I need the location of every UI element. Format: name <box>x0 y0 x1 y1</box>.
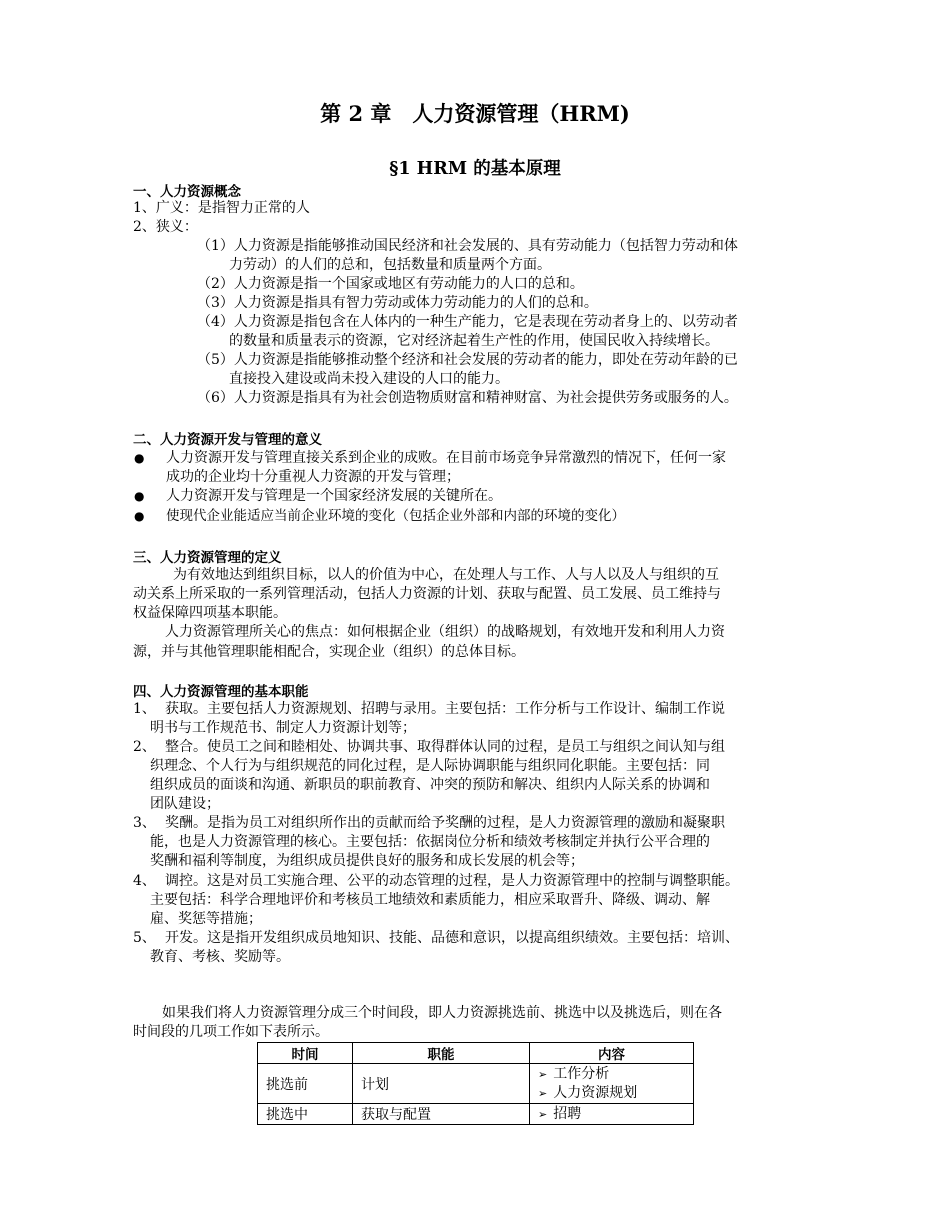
heading-functions: 四、人力资源管理的基本职能 <box>133 684 309 700</box>
significance-bullet-2: 人力资源开发与管理是一个国家经济发展的关键所在。 <box>166 488 502 504</box>
phase-table <box>257 1042 694 1125</box>
function-2-line-4: 团队建设； <box>150 796 220 812</box>
heading-definition: 三、人力资源管理的定义 <box>133 550 282 566</box>
narrow-item-5-line-2: 直接投入建设或尚未投入建设的人口的能力。 <box>229 371 509 387</box>
function-4-num: 4、 <box>133 873 156 889</box>
table-header-row <box>258 1043 694 1064</box>
significance-bullet-1-line-1: 人力资源开发与管理直接关系到企业的成败。在目前市场竞争异常激烈的情况下，任何一家 <box>166 450 726 466</box>
definition-p1-line-2: 动关系上所采取的一系列管理活动，包括人力资源的计划、获取与配置、员工发展、员工维持与 <box>133 586 721 602</box>
function-3-num: 3、 <box>133 815 156 831</box>
cell-time: 挑选前 <box>258 1064 353 1104</box>
content-text: 工作分析 <box>553 1065 610 1082</box>
narrow-item-4-line-1: （4）人力资源是指包含在人体内的一种生产能力，它是表现在劳动者身上的、以劳动者 <box>197 314 738 330</box>
function-1-line-1: 获取。主要包括人力资源规划、招聘与录用。主要包括：工作分析与工作设计、编制工作说 <box>165 701 725 717</box>
function-2-line-2: 织理念、个人行为与组织规范的同化过程，是人际协调职能与组织同化职能。主要包括：同 <box>150 758 710 774</box>
definition-p2-line-2: 源，并与其他管理职能相配合，实现企业（组织）的总体目标。 <box>133 644 525 660</box>
narrow-item-5-line-1: （5）人力资源是指能够推动整个经济和社会发展的劳动者的能力，即处在劳动年龄的已 <box>197 352 738 368</box>
narrow-item-4-line-2: 的数量和质量表示的资源，它对经济起着生产性的作用，使国民收入持续增长。 <box>229 333 719 349</box>
function-5-line-2: 教育、考核、奖励等。 <box>150 949 290 965</box>
cell-function: 获取与配置 <box>353 1104 530 1125</box>
header-function: 职能 <box>353 1043 530 1064</box>
heading-significance: 二、人力资源开发与管理的意义 <box>133 432 322 448</box>
narrow-item-1-line-2: 力劳动）的人们的总和，包括数量和质量两个方面。 <box>229 257 551 273</box>
chapter-title: 第 2 章 人力资源管理（HRM) <box>320 101 630 126</box>
significance-bullet-3: 使现代企业能适应当前企业环境的变化（包括企业外部和内部的环境的变化） <box>166 508 625 524</box>
bullet-icon: ● <box>134 451 145 465</box>
bullet-icon: ● <box>134 509 145 523</box>
content-item <box>538 1084 685 1103</box>
cell-time: 挑选中 <box>258 1104 353 1125</box>
function-2-num: 2、 <box>133 739 156 755</box>
definition-p1-line-1: 为有效地达到组织目标，以人的价值为中心，在处理人与工作、人与人以及人与组织的互 <box>173 567 719 583</box>
function-5-num: 5、 <box>133 930 156 946</box>
arrow-bullet-icon: ➢ <box>538 1067 548 1081</box>
content-text: 招聘 <box>553 1105 582 1122</box>
narrow-item-6: （6）人力资源是指具有为社会创造物质财富和精神财富、为社会提供劳务或服务的人。 <box>197 390 738 406</box>
definition-p2-line-1: 人力资源管理所关心的焦点：如何根据企业（组织）的战略规划，有效地开发和利用人力资 <box>165 624 725 640</box>
function-2-line-1: 整合。使员工之间和睦相处、协调共事、取得群体认同的过程，是员工与组织之间认知与组 <box>165 739 725 755</box>
cell-content <box>530 1104 694 1125</box>
function-2-line-3: 组织成员的面谈和沟通、新职员的职前教育、冲突的预防和解决、组织内人际关系的协调和 <box>150 777 710 793</box>
cell-content <box>530 1064 694 1104</box>
intro-line-2: 时间段的几项工作如下表所示。 <box>133 1024 329 1040</box>
narrow-item-1-line-1: （1）人力资源是指能够推动国民经济和社会发展的、具有劳动能力（包括智力劳动和体 <box>197 238 738 254</box>
definition-p1-line-3: 权益保障四项基本职能。 <box>133 605 287 621</box>
function-3-line-2: 能，也是人力资源管理的核心。主要包括：依据岗位分析和绩效考核制定并执行公平合理的 <box>150 834 710 850</box>
function-1-line-2: 明书与工作规范书、制定人力资源计划等； <box>150 720 416 736</box>
narrow-item-2: （2）人力资源是指一个国家或地区有劳动能力的人口的总和。 <box>197 276 584 292</box>
narrow-item-3: （3）人力资源是指具有智力劳动或体力劳动能力的人们的总和。 <box>197 295 598 311</box>
content-text: 人力资源规划 <box>553 1084 638 1101</box>
intro-line-1: 如果我们将人力资源管理分成三个时间段，即人力资源挑选前、挑选中以及挑选后，则在各 <box>162 1005 722 1021</box>
function-4-line-3: 雇、奖惩等措施； <box>150 911 262 927</box>
cell-function: 计划 <box>353 1064 530 1104</box>
broad-definition: 1、广义：是指智力正常的人 <box>133 200 310 216</box>
function-1-num: 1、 <box>133 701 156 717</box>
function-5-line-1: 开发。这是指开发组织成员地知识、技能、品德和意识，以提高组织绩效。主要包括：培训、 <box>165 930 739 946</box>
function-3-line-1: 奖酬。是指为员工对组织所作出的贡献而给予奖酬的过程，是人力资源管理的激励和凝聚职 <box>165 815 725 831</box>
bullet-icon: ● <box>134 489 145 503</box>
function-4-line-1: 调控。这是对员工实施合理、公平的动态管理的过程，是人力资源管理中的控制与调整职能。 <box>165 873 739 889</box>
function-4-line-2: 主要包括：科学合理地评价和考核员工地绩效和素质能力，相应采取晋升、降级、调动、解 <box>150 892 710 908</box>
narrow-definition: 2、狭义： <box>133 219 198 235</box>
header-time: 时间 <box>258 1043 353 1064</box>
header-content: 内容 <box>530 1043 694 1064</box>
table-row <box>258 1104 694 1125</box>
section-title: §1 HRM 的基本原理 <box>389 159 561 179</box>
function-3-line-3: 奖酬和福利等制度，为组织成员提供良好的服务和成长发展的机会等； <box>150 853 584 869</box>
heading-concept: 一、人力资源概念 <box>133 184 241 200</box>
arrow-bullet-icon: ➢ <box>538 1107 548 1121</box>
content-item <box>538 1105 685 1124</box>
significance-bullet-1-line-2: 成功的企业均十分重视人力资源的开发与管理； <box>166 469 460 485</box>
content-item <box>538 1065 685 1084</box>
table-row <box>258 1064 694 1104</box>
arrow-bullet-icon: ➢ <box>538 1086 548 1100</box>
